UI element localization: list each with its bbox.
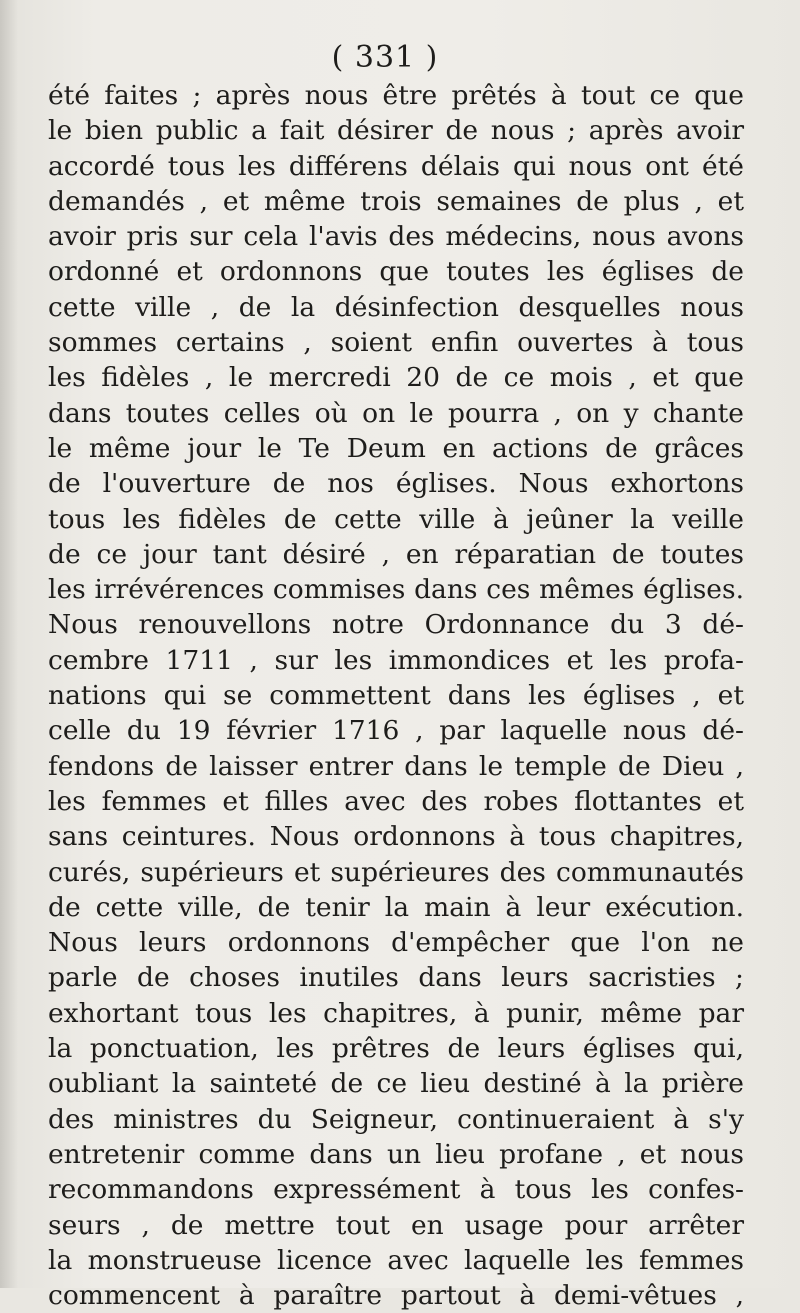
text-line: sans ceintures. Nous ordonnons à tous chapitres, [48, 821, 744, 853]
text-line: le bien public a fait désirer de nous ; après avoir [48, 115, 744, 147]
text-line: recommandons expressément à tous les confes- [48, 1174, 744, 1206]
text-line: de ce jour tant désiré , en réparatian de toutes [48, 538, 744, 570]
text-line: nations qui se commettent dans les églises , et [48, 680, 744, 712]
text-line: exhortant tous les chapitres, à punir, même par [48, 997, 744, 1029]
text-line: la monstrueuse licence avec laquelle les femmes [48, 1244, 744, 1276]
text-line: demandés , et même trois semaines de plus , et [48, 185, 744, 217]
text-line: sommes certains , soient enfin ouvertes à tous [48, 327, 744, 359]
text-line: parle de choses inutiles dans leurs sacristies ; [48, 962, 744, 994]
text-line: Nous renouvellons notre Ordonnance du 3 dé- [48, 609, 744, 641]
text-line: accordé tous les différens délais qui nous ont été [48, 150, 744, 182]
text-line: fendons de laisser entrer dans le temple de Dieu , [48, 750, 744, 782]
text-line: les fidèles , le mercredi 20 de ce mois , et que [48, 362, 744, 394]
text-line: entretenir comme dans un lieu profane , et nous [48, 1138, 744, 1170]
text-line: seurs , de mettre tout en usage pour arrêter [48, 1209, 744, 1241]
text-line: les irrévérences commises dans ces mêmes églises. [48, 574, 744, 606]
text-line: des ministres du Seigneur, continueraient à s'y [48, 1103, 744, 1135]
text-line: oubliant la sainteté de ce lieu destiné à la prière [48, 1068, 744, 1100]
text-line: ordonné et ordonnons que toutes les églises de [48, 256, 744, 288]
text-line: de l'ouverture de nos églises. Nous exhortons [48, 468, 744, 500]
text-line: celle du 19 février 1716 , par laquelle nous dé- [48, 715, 744, 747]
text-line: avoir pris sur cela l'avis des médecins, nous avons [48, 221, 744, 253]
page-edge-shadow [0, 0, 18, 1288]
text-line: tous les fidèles de cette ville à jeûner la veille [48, 503, 744, 535]
text-line: été faites ; après nous être prêtés à tout ce que [48, 80, 744, 111]
body-text [48, 78, 744, 1313]
text-line: les femmes et filles avec des robes flottantes et [48, 785, 744, 817]
text-line: la ponctuation, les prêtres de leurs églises qui, [48, 1033, 744, 1065]
text-line: dans toutes celles où on le pourra , on y chante [48, 397, 744, 429]
text-line: de cette ville, de tenir la main à leur exécution. [48, 891, 744, 923]
text-line: curés, supérieurs et supérieures des communautés [48, 856, 744, 888]
text-line: cembre 1711 , sur les immondices et les profa- [48, 644, 744, 676]
page-number: ( 331 ) [331, 40, 439, 75]
text-line: commencent à paraître partout à demi-vêtues , [48, 1280, 744, 1312]
text-line: Nous leurs ordonnons d'empêcher que l'on ne [48, 927, 744, 959]
text-line: cette ville , de la désinfection desquelles nous [48, 291, 744, 323]
text-line: le même jour le Te Deum en actions de grâces [48, 432, 744, 464]
